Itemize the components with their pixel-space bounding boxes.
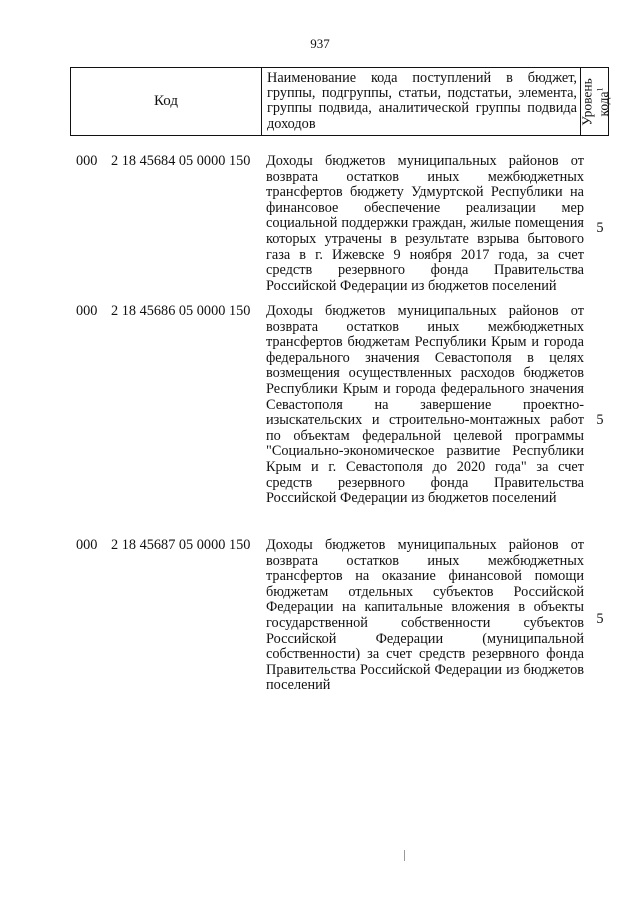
row-description: Доходы бюджетов муниципальных районов от возврата остатков иных межбюджетных трансфертов на оказание финансовой помощи бюджетам отдельных субъектов Российской Федерации на капитальные вложения в объекты государственной собственности субъектов Российской Федерации (муниципальной собственности) за счет средств резервного фонда Правительства Российской Федерации из бюджетов поселений (266, 537, 584, 694)
header-level-footnote: 1 (594, 86, 604, 91)
header-code-label: Код (154, 93, 178, 109)
row-admin-code: 000 (76, 537, 98, 553)
header-name-cell (262, 68, 581, 135)
header-level-line1: Уровень (578, 77, 594, 126)
table-header (70, 67, 609, 136)
row-level: 5 (596, 220, 604, 236)
header-name-label: Наименование кода поступлений в бюджет, группы, подгруппы, статьи, подстатьи, элемента, группы подвида, аналитической группы подвида доходов (267, 70, 577, 132)
row-income-code: 2 18 45684 05 0000 150 (111, 153, 251, 169)
row-admin-code: 000 (76, 153, 98, 169)
row-income-code: 2 18 45686 05 0000 150 (111, 303, 251, 319)
row-description: Доходы бюджетов муниципальных районов от возврата остатков иных межбюджетных трансфертов бюджету Удмуртской Республики на финансовое обеспечение реализации мер социальной поддержки граждан, жилые помещения которых утрачены в результате взрыва бытового газа в г. Ижевске 9 ноября 2017 года, за счет средств резервного фонда Правительства Российской Федерации из бюджетов поселений (266, 153, 584, 294)
header-level-line2: кода$^1$ (594, 86, 611, 117)
row-level: 5 (596, 412, 604, 428)
header-code-cell (71, 68, 262, 135)
row-level: 5 (596, 611, 604, 627)
scan-artifact (404, 850, 405, 861)
header-level-label (580, 78, 610, 126)
header-level-cell (578, 68, 611, 135)
row-income-code: 2 18 45687 05 0000 150 (111, 537, 251, 553)
row-description: Доходы бюджетов муниципальных районов от возврата остатков иных межбюджетных трансфертов бюджетам Республики Крым и города федерального значения Севастополя в целях возмещения осуществленных расходов бюджетов Республики Крым и города федерального значения Севастополя на завершение проектно-изыскательских и строительно-монтажных работ по объектам федеральной целевой программы "Социально-экономическое развитие Республики Крым и г. Севастополя до 2020 года" за счет средств резервного фонда Правительства Российской Федерации из бюджетов поселений (266, 303, 584, 507)
row-admin-code: 000 (76, 303, 98, 319)
page-number: 937 (310, 36, 330, 51)
